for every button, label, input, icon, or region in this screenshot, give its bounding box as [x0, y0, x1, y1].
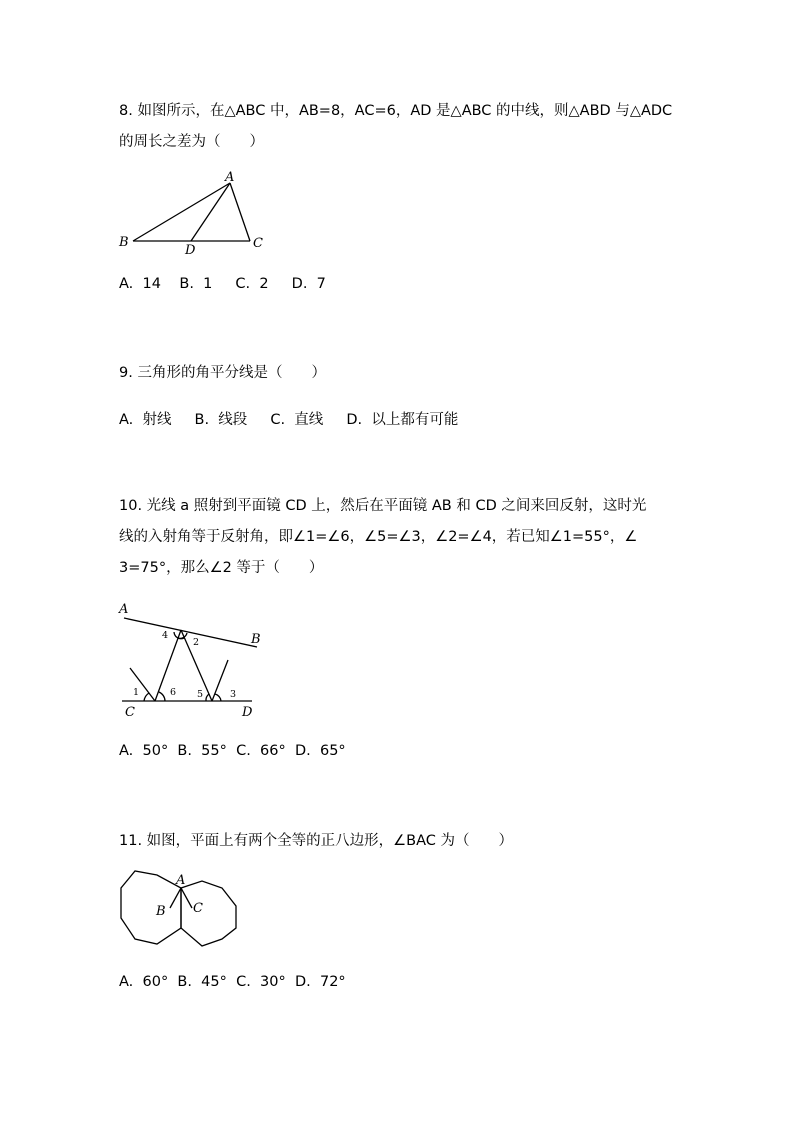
label-b: B: [156, 904, 166, 919]
question-11-options: A. 60° B. 45° C. 30° D. 72°: [119, 974, 346, 990]
label-d: D: [242, 705, 253, 720]
octagon-left: [121, 871, 181, 944]
question-8-line-2: 的周长之差为（ ）: [119, 134, 264, 150]
label-b: B: [251, 632, 261, 647]
question-10-line-2: 线的入射角等于反射角，即∠1=∠6，∠5=∠3，∠2=∠4，若已知∠1=55°，∠: [119, 529, 638, 545]
question-10-options: A. 50° B. 55° C. 66° D. 65°: [119, 743, 346, 759]
label-a: A: [119, 602, 129, 617]
label-a: A: [176, 873, 186, 888]
angle-label-6: 6: [170, 687, 177, 698]
question-8-line-1: 8. 如图所示，在△ABC 中，AB=8，AC=6，AD 是△ABC 的中线，则△ABD 与△ADC: [119, 103, 673, 119]
angle-label-3: 3: [230, 689, 237, 700]
question-10-line-3: 3=75°，那么∠2 等于（ ）: [119, 560, 324, 576]
label-a: A: [225, 170, 235, 185]
angle-label-2: 2: [193, 637, 200, 648]
segment-ac: [181, 888, 192, 908]
angle-label-5: 5: [197, 689, 204, 700]
question-10-line-1: 10. 光线 a 照射到平面镜 CD 上，然后在平面镜 AB 和 CD 之间来回反射，这时光: [119, 498, 647, 514]
question-9-line-1: 9. 三角形的角平分线是（ ）: [119, 365, 326, 381]
label-c: C: [253, 236, 263, 251]
question-8-options: A. 14 B. 1 C. 2 D. 7: [119, 276, 326, 292]
angle-label-1: 1: [133, 687, 140, 698]
label-c: C: [193, 901, 203, 916]
octagon-right: [181, 881, 236, 946]
segment-ab: [170, 888, 181, 908]
question-11-line-1: 11. 如图，平面上有两个全等的正八边形，∠BAC 为（ ）: [119, 833, 514, 849]
label-d: D: [185, 243, 196, 258]
question-9-options: A. 射线 B. 线段 C. 直线 D. 以上都有可能: [119, 412, 459, 428]
angle-label-4: 4: [162, 630, 169, 641]
label-c: C: [125, 705, 135, 720]
label-b: B: [119, 235, 129, 250]
